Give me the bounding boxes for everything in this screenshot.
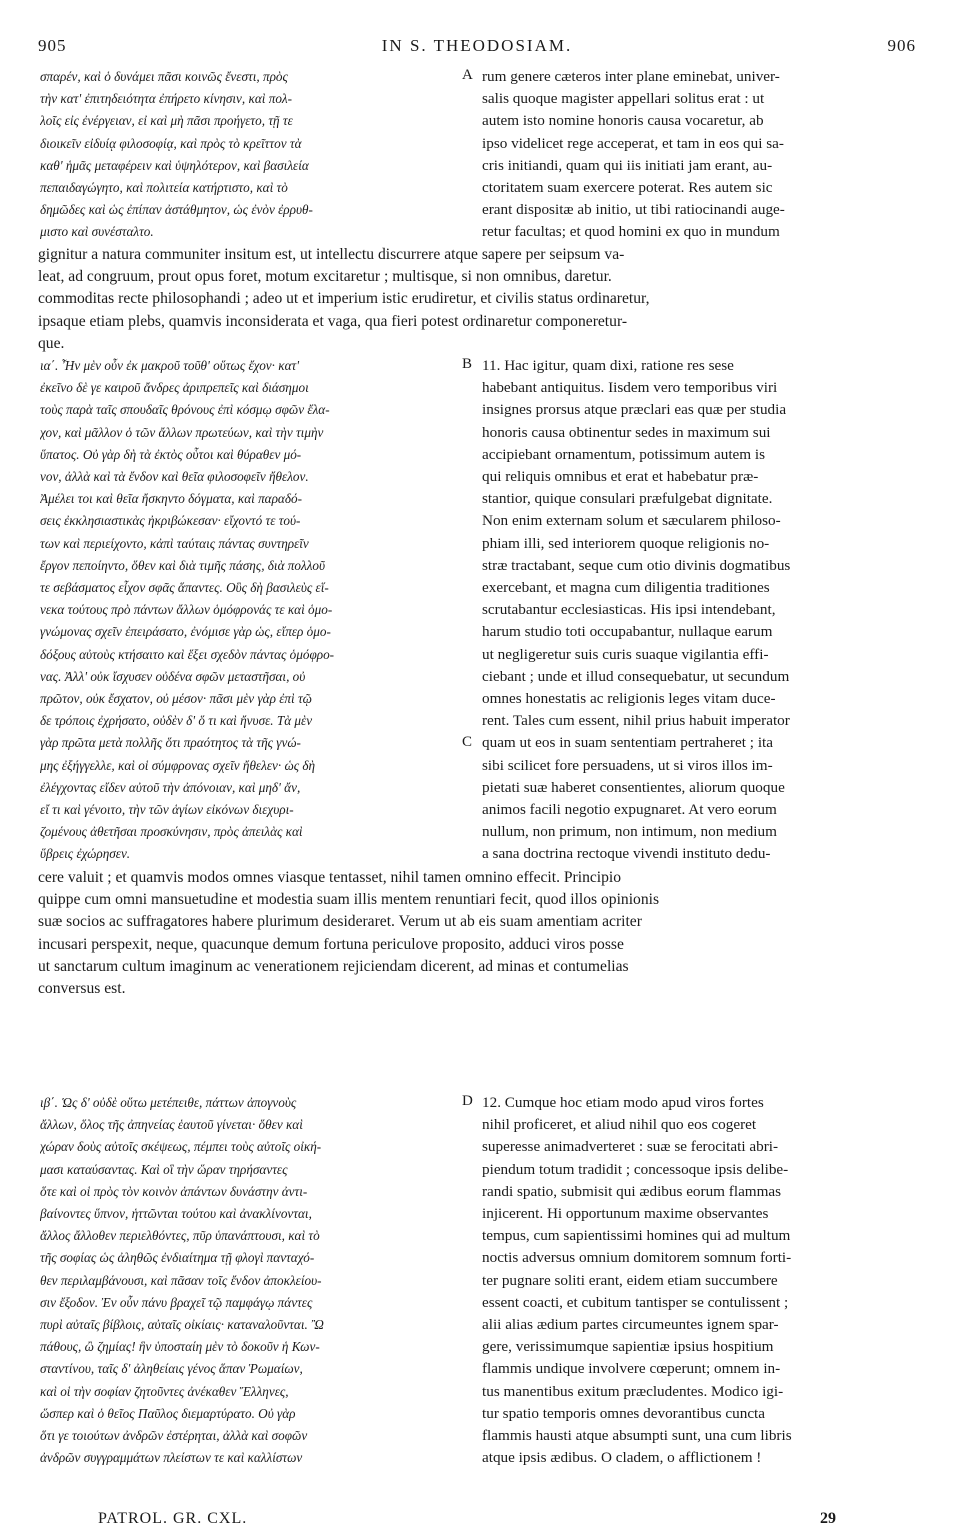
greek-line: δημῶδες καὶ ὡς ἐπίπαν ἀστάθμητον, ὡς ἐνὸν ἐρρυθ-	[40, 202, 313, 218]
latin-line: Non enim externam solum et sæcularem philoso-	[482, 512, 781, 530]
greek-line: ὅτε καὶ οἱ πρὸς τὸν κοινὸν ἁπάντων δυνάστην ἀντι-	[40, 1183, 308, 1199]
sheet-number: 29	[820, 1510, 836, 1527]
latin-line: ciebant ; unde et illud consequebatur, ut secundum	[482, 667, 790, 685]
margin-marker-a: A	[462, 67, 473, 83]
latin-line: cere valuit ; et quamvis modos omnes viasque tentasset, nihil tamen omnino effecit. Principio	[38, 869, 622, 886]
greek-line: ὕπατος. Οὐ γὰρ δὴ τὰ ἐκτὸς οὗτοι καὶ θύραθεν μό-	[40, 446, 302, 462]
greek-line: τε σεβάσματος εἶχον σφᾶς ἅπαντες. Οὓς δὴ βασιλεὺς εἵ-	[40, 580, 329, 596]
greek-line: ἀνδρῶν συγγραμμάτων πλείστων τε καὶ καλλίστων	[40, 1450, 303, 1466]
latin-line: exercebant, et magna cum diligentia traditiones	[482, 579, 770, 597]
latin-line: tempus, cum sapientissimi homines qui ad multum	[482, 1227, 791, 1245]
greek-line: Ἀμέλει τοι καὶ θεῖα ἤσκηντο δόγματα, καὶ παραδό-	[40, 491, 302, 507]
greek-line: δε τρόποις ἐχρήσατο, οὐδὲν δ' ὅ τι καὶ ἤνυσε. Τὰ μὲν	[40, 713, 313, 729]
latin-line: omnes honestatis ac religionis leges vitam duce-	[482, 690, 776, 708]
greek-line: εἴ τι καὶ γένοιτο, τὴν τῶν ἁγίων εἰκόνων διεχυρι-	[40, 802, 294, 818]
latin-line: rum genere cæteros inter plane eminebat, univer-	[482, 68, 780, 85]
greek-line: νεκα τούτους πρὸ πάντων ἄλλων ὁμόφρονάς τε καὶ ὁμο-	[40, 602, 333, 618]
latin-column-block-3	[482, 1092, 916, 1469]
greek-line: σεις ἐκκλησιαστικὰς ἠκριβώκεσαν· εἴχοντό τε τού-	[40, 513, 301, 529]
page-footer	[98, 1510, 878, 1532]
greek-line: μης ἐξήγγελλε, καὶ οἱ σύμφρονας σχεῖν ἤθελεν· ὡς δὴ	[40, 757, 316, 773]
greek-line: ια΄. Ἦν μὲν οὖν ἐκ μακροῦ τοῦθ' οὕτως ἔχον· κατ'	[40, 358, 300, 373]
greek-line: ἔργον πεποίηντο, ὅθεν καὶ διὰ τιμῆς πάσης, διὰ πολλοῦ	[40, 557, 326, 573]
latin-line: stantior, quique consulari præfulgebat dignitate.	[482, 490, 773, 508]
greek-line: τοὺς παρὰ ταῖς σπουδαῖς θρόνους ἐπὶ κόσμῳ σφῶν ἔλα-	[40, 402, 330, 418]
greek-line: σιν ἔξοδον. Ἐν οὖν πάνυ βραχεῖ τῷ παμφάγῳ πάντες	[40, 1294, 313, 1310]
latin-line: incusari perspexit, neque, quacunque demum fortuna periculove proposito, adduci viros posse	[38, 935, 624, 953]
greek-line: λοῖς εἰς ἐνέργειαν, εἰ καὶ μὴ πᾶσι προήγετο, τῇ τε	[40, 113, 293, 129]
greek-line: σπαρέν, καὶ ὁ δυνάμει πᾶσι κοινῶς ἔνεστι, πρὸς	[40, 69, 288, 84]
greek-line: νον, ἀλλὰ καὶ τὰ ἔνδον καὶ θεῖα φιλοσοφεῖν ἤθελον.	[40, 469, 309, 485]
greek-line: νας. Ἀλλ' οὐκ ἴσχυσεν οὐδένα σφῶν μεταστῆσαι, οὐ	[40, 668, 306, 684]
latin-line: flammis hausti atque absumpti sunt, una cum libris	[482, 1427, 792, 1445]
latin-line: quippe cum omni mansuetudine et modestia suam illis mentem renuntiari fecit, quod illos opinionis	[38, 891, 660, 909]
greek-line: διοικεῖν εἰδυίᾳ φιλοσοφίᾳ, καὶ πρὸς τὸ κρεῖττον τὰ	[40, 135, 302, 151]
right-column-number: 906	[887, 36, 916, 55]
latin-column-block-1	[482, 66, 916, 244]
latin-line: injicerent. Hi opportunum maxime observantes	[482, 1205, 769, 1223]
greek-line: χον, καὶ μᾶλλον ὁ τῶν ἄλλων πρωτεύων, καὶ τὴν τιμὴν	[40, 424, 324, 440]
latin-line: honoris causa obtinentur sedes in maximum sui	[482, 423, 771, 441]
greek-column-block-3	[40, 1092, 458, 1469]
latin-line: flammis undique involvere cœperunt; omnem in-	[482, 1360, 781, 1378]
greek-line: ιβ΄. Ὡς δ' οὐδὲ οὕτω μετέπειθε, πάττων ἀπογνοὺς	[40, 1095, 297, 1110]
greek-line: των καὶ περιείχοντο, κἀπὶ ταύταις πάντας συντηρεῖν	[40, 535, 309, 551]
latin-full-width-block-1	[38, 244, 916, 355]
greek-line: μασι καταύσαντας. Καὶ οἳ τὴν ὥραν τηρήσαντες	[40, 1161, 288, 1177]
latin-line: stræ tractabant, seque cum otio divinis dogmatibus	[482, 556, 791, 574]
latin-line: commoditas recte philosophandi ; adeo ut et imperium istic erudiretur, et civilis status ordinaretur,	[38, 290, 650, 308]
greek-line: πάθους, ὢ ζημίας! ἣν ὑποσταίη μὲν τὸ δοκοῦν ἡ Κων-	[40, 1339, 320, 1355]
greek-line: ἄλλος ἄλλοθεν περιελθόντες, πῦρ ὑπανάπτουσι, καὶ τὸ	[40, 1228, 320, 1244]
series-signature: PATROL. GR. CXL.	[98, 1510, 248, 1527]
latin-line: nihil proficeret, et aliud nihil quo eos cogeret	[482, 1116, 757, 1134]
greek-line: βαίνοντες ὕπνον, ἡττῶνται τούτου καὶ ἀνακλίνονται,	[40, 1206, 312, 1222]
greek-line: χώραν δοὺς αὐτοῖς σκέψεως, πέμπει τοὺς αὐτοῖς οἰκή-	[40, 1139, 322, 1155]
latin-line: gere, verissimumque sapientiæ ipsius hospitium	[482, 1338, 774, 1356]
latin-line: nullum, non primum, non intimum, non medium	[482, 823, 777, 841]
latin-line: alii alias ædium partes circumeuntes ignem spar-	[482, 1316, 779, 1334]
running-title: IN S. THEODOSIAM.	[381, 36, 573, 55]
greek-line: γνώμονας σχεῖν ἐπειράσατο, ἐνόμισε γὰρ ὡς, εἴπερ ὁμο-	[40, 624, 331, 640]
latin-line: qui reliquis omnibus et erat et habebatur præ-	[482, 468, 759, 486]
latin-line: ipso videlicet rege acceperat, et tam in eos qui sa-	[482, 134, 784, 152]
latin-line: suæ socios ac suffragatores habere plurimum desideraret. Verum ut ab eis suam amentiam acriter	[38, 913, 642, 931]
latin-line: piendum totum tradidit ; concessoque ipsis delibe-	[482, 1160, 789, 1178]
greek-line: γὰρ πρῶτα μετὰ πολλῆς ὅτι πραότητος τὰ τῆς γνώ-	[40, 735, 301, 751]
greek-line: ὅτι γε τοιούτων ἀνδρῶν ἐστέρηται, ἀλλὰ καὶ σοφῶν	[40, 1428, 308, 1444]
greek-column-block-1	[40, 66, 458, 244]
latin-line: 12. Cumque hoc etiam modo apud viros fortes	[482, 1094, 764, 1111]
latin-line: ipsaque etiam plebs, quamvis inconsiderata et vaga, qua fieri potest ordinaretur componeretur-	[38, 312, 628, 330]
greek-line: θεν περιλαμβάνουσι, καὶ πᾶσαν τοῖς ἔνδον ἀποκλείου-	[40, 1272, 322, 1288]
latin-line: rent. Tales cum essent, nihil prius habuit imperator	[482, 712, 790, 730]
latin-line: conversus est.	[38, 980, 126, 998]
latin-line: ut sanctarum cultum imaginum ac venerationem rejiciendam dicerent, ad minas et contumelias	[38, 957, 629, 975]
latin-line: pietati suæ haberet consentientes, aliorum quoque	[482, 778, 785, 796]
latin-line: superesse animadverteret : suæ se ferocitati abri-	[482, 1138, 779, 1156]
greek-line: τὴν κατ' ἐπιτηδειότητα ἐπήρετο κίνησιν, καὶ πολ-	[40, 91, 293, 107]
latin-line: animos facili negotio expugnaret. At vero eorum	[482, 801, 777, 819]
greek-line: ὥσπερ καὶ ὁ θεῖος Παῦλος διεμαρτύρατο. Οὐ γὰρ	[40, 1405, 296, 1421]
latin-line: tus manentibus exitum præcludentes. Modico igi-	[482, 1382, 784, 1400]
latin-line: 11. Hac igitur, quam dixi, ratione res sese	[482, 357, 734, 374]
latin-line: habebant antiquitus. Iisdem vero temporibus viri	[482, 379, 778, 397]
margin-marker-d: D	[462, 1093, 473, 1109]
greek-line: πεπαιδαγώγητο, καὶ πολιτεία κατήρτιστο, καὶ τὸ	[40, 180, 288, 196]
latin-line: que.	[38, 334, 65, 352]
latin-line: accipiebant ornamentum, potissimum autem is	[482, 445, 766, 463]
latin-line: ter pugnare soliti erant, eidem etiam succumbere	[482, 1271, 778, 1289]
running-header	[38, 36, 916, 58]
greek-column-block-2	[40, 355, 458, 866]
latin-column-block-2	[482, 355, 916, 866]
latin-line: retur facultas; et quod homini ex quo in mundum	[482, 223, 780, 241]
greek-line: μιστο καὶ συνέσταλτο.	[40, 224, 154, 240]
greek-line: ἐκεῖνο δὲ γε καιροῦ ἄνδρες ἀριπρεπεῖς καὶ διάσημοι	[40, 380, 309, 396]
latin-full-width-block-2	[38, 867, 916, 1000]
greek-line: πυρὶ αὐταῖς βίβλοις, αὐταῖς οἰκίαις· καταναλοῦνται. Ὢ	[40, 1317, 324, 1333]
greek-line: ζομένους ἀθετῆσαι προσκύνησιν, πρὸς ἀπειλὰς καὶ	[40, 824, 303, 840]
margin-marker-c: C	[462, 734, 473, 750]
latin-line: insignes prorsus atque præclari eas quæ per studia	[482, 401, 787, 419]
latin-line: randi spatio, submisit qui ædibus eorum flammas	[482, 1182, 782, 1200]
latin-line: autem isto nomine honoris causa vocaretur, ab	[482, 112, 764, 130]
greek-line: καὶ οἱ τὴν σοφίαν ζητοῦντες ἀνέκαθεν Ἕλληνες,	[40, 1383, 289, 1399]
latin-line: atque ipsis ædibus. O cladem, o afflictionem !	[482, 1449, 762, 1467]
latin-line: salis quoque magister appellari solitus erat : ut	[482, 90, 765, 108]
margin-marker-b: B	[462, 356, 473, 372]
greek-line: καθ' ἡμᾶς μεταφέρειν καὶ ὑψηλότερον, καὶ βασιλεία	[40, 157, 309, 173]
latin-line: tur spatio temporis omnes devorantibus cuncta	[482, 1404, 766, 1422]
latin-line: cris initiandi, quam qui iis initiati jam erant, au-	[482, 156, 773, 174]
greek-line: δόξους αὐτοὺς κτήσαιτο καὶ ἕξει σχεδὸν πάντας ὁμόφρο-	[40, 646, 335, 662]
greek-line: ἄλλων, ὅλος τῆς ἀπηνείας ἑαυτοῦ γίνεται· ὅθεν καὶ	[40, 1117, 303, 1133]
latin-line: quam ut eos in suam sententiam pertraheret ; ita	[482, 734, 774, 752]
left-column-number: 905	[38, 36, 67, 55]
latin-line: leat, ad congruum, prout opus foret, motum excitaretur ; multisque, si non omnibus, daretur.	[38, 268, 612, 286]
greek-line: πρῶτον, οὐκ ἔσχατον, οὐ μέσον· πᾶσι μὲν γὰρ ἐπὶ τῷ	[40, 691, 312, 707]
greek-line: σταντίνου, ταῖς δ' ἀληθείαις γένος ἅπαν Ῥωμαίων,	[40, 1361, 303, 1377]
latin-line: erant dispositæ ab initio, ut tibi ratiocinandi auge-	[482, 201, 785, 219]
latin-line: harum studio toti occupabantur, nullaque earum	[482, 623, 773, 641]
latin-line: scrutabantur ecclesiasticas. His ipsi intendebant,	[482, 601, 776, 619]
latin-line: noctis adversus omnium domitorem somnum forti-	[482, 1249, 792, 1267]
greek-line: ὕβρεις ἐχώρησεν.	[40, 846, 131, 862]
latin-line: ctoritatem suam exercere poterat. Res autem sic	[482, 179, 773, 197]
latin-line: essent coacti, et cubitum tantisper se contulissent ;	[482, 1293, 789, 1311]
greek-line: τῆς σοφίας ὡς ἀληθῶς ἐνδιαίτημα τῇ φλογὶ πανταχό-	[40, 1250, 315, 1266]
latin-line: sibi scilicet fore persuadens, ut si viros illos im-	[482, 756, 773, 774]
latin-line: ut negligeretur suis curis suaque vigilantia effi-	[482, 645, 769, 663]
latin-line: gignitur a natura communiter insitum est, ut intellectu discurrere atque sapere per seipsum va-	[38, 246, 625, 263]
latin-line: a sana doctrina rectoque vivendi instituto dedu-	[482, 845, 771, 863]
greek-line: ἐλέγχοντας εἴδεν αὐτοῦ τὴν ἀπόνοιαν, καὶ μηδ' ἄν,	[40, 779, 301, 795]
latin-line: phiam illi, sed interiorem quoque religionis no-	[482, 534, 770, 552]
